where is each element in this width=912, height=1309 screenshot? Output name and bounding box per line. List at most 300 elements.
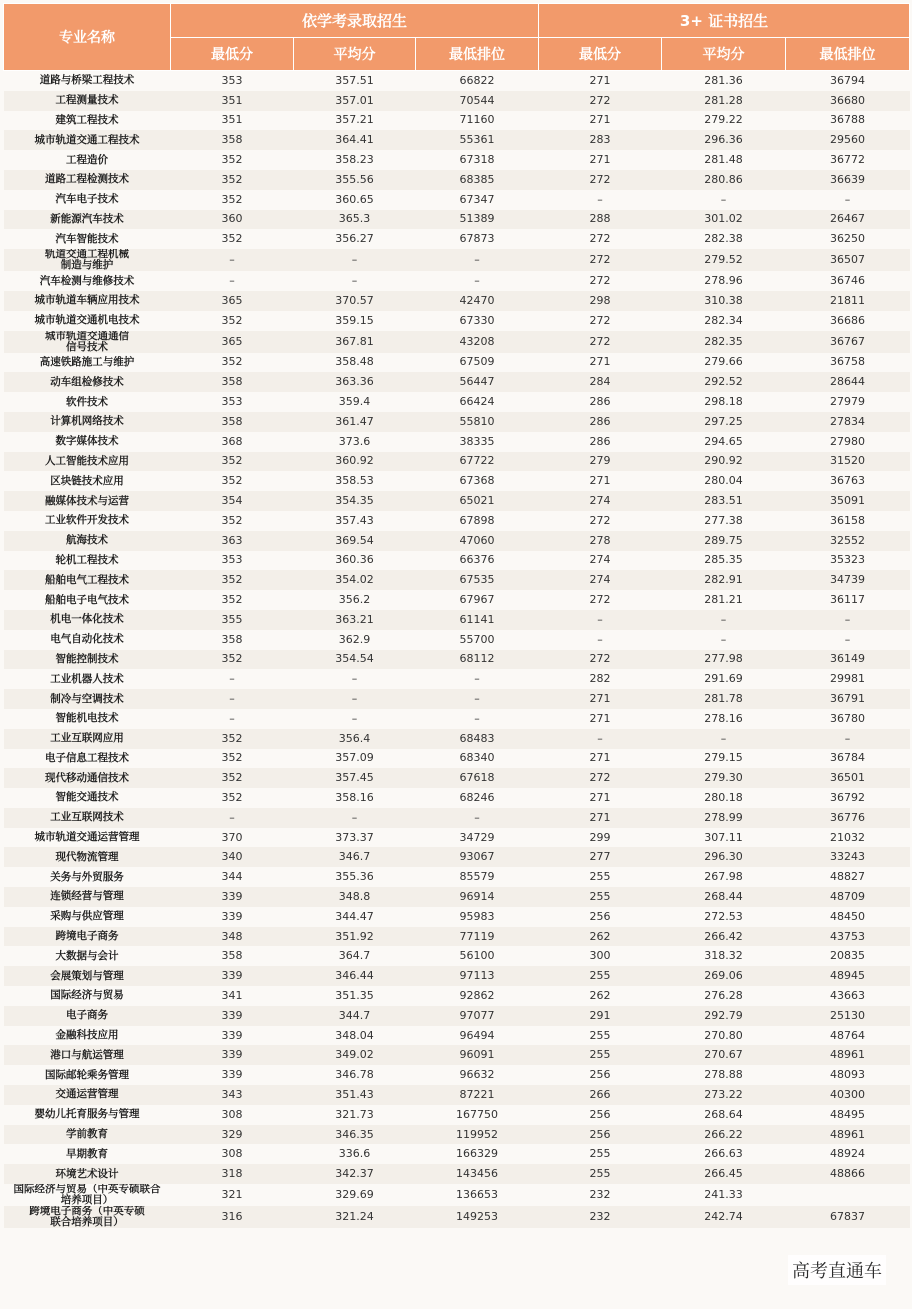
xuekao-min-rank-cell: 65021 (416, 491, 539, 511)
major-name-cell: 城市轨道交通工程技术 (4, 130, 171, 150)
major-name-cell: 电子商务 (4, 1006, 171, 1026)
cert-avg-score-cell: 266.45 (662, 1164, 786, 1184)
cert-avg-score-cell: 280.04 (704, 474, 743, 488)
xuekao-avg-score-cell: 369.54 (294, 531, 416, 551)
xuekao-avg-score-cell: 357.01 (294, 91, 416, 111)
xuekao-min-rank-cell: 56447 (416, 372, 539, 392)
xuekao-min-rank-cell: 66822 (459, 73, 495, 87)
cert-avg-score-cell: 281.21 (704, 593, 743, 607)
cert-min-rank-cell: 43663 (830, 988, 866, 1002)
cert-avg-score-cell: 277.38 (704, 513, 743, 527)
major-name-cell: 轨道交通工程机械 制造与维护 (4, 249, 171, 271)
table-row (4, 808, 910, 828)
cert-avg-score-cell: 298.18 (704, 395, 743, 409)
cert-min-score-cell: 272 (539, 650, 662, 670)
cert-avg-score-cell: 276.28 (704, 988, 743, 1002)
table-row (4, 630, 910, 650)
xuekao-avg-score-cell: 346.78 (335, 1068, 374, 1082)
table-row (4, 847, 910, 867)
major-name-cell: 环境艺术设计 (4, 1164, 171, 1184)
cert-avg-score-cell: 268.44 (662, 887, 786, 907)
cert-avg-score-cell: 278.16 (704, 711, 743, 725)
cert-min-rank-cell: 31520 (786, 452, 910, 472)
cert-avg-score-cell: 282.38 (704, 232, 743, 246)
major-name-cell: 国际邮轮乘务管理 (45, 1068, 129, 1081)
table-row (4, 531, 910, 551)
cert-avg-score-cell: 291.69 (704, 672, 743, 686)
cert-avg-score-cell: 279.22 (704, 113, 743, 127)
cert-min-score-cell: 256 (589, 909, 611, 923)
cert-avg-score-cell: 296.36 (662, 130, 786, 150)
cert-min-rank-cell: 36772 (830, 153, 866, 167)
table-row (4, 1144, 910, 1164)
xuekao-min-score-cell: 368 (221, 434, 243, 448)
xuekao-min-score-cell: 352 (221, 790, 243, 804)
cert-min-score-cell: 272 (589, 274, 611, 288)
xuekao-avg-score-cell: 348.04 (335, 1028, 374, 1042)
cert-min-rank-cell: 36776 (786, 808, 910, 828)
table-row (4, 511, 910, 531)
cert-min-score-cell: 279 (539, 452, 662, 472)
cert-min-rank-cell: – (844, 192, 851, 206)
xuekao-avg-score-cell: 360.92 (294, 452, 416, 472)
cert-min-score-cell: – (539, 729, 662, 749)
xuekao-min-rank-cell: 67873 (459, 232, 495, 246)
cert-min-score-cell: 286 (539, 412, 662, 432)
cert-avg-score-cell: 270.80 (704, 1028, 743, 1042)
cert-min-score-cell: 282 (589, 672, 611, 686)
table-row (4, 291, 910, 311)
major-name-cell: 现代物流管理 (4, 847, 171, 867)
xuekao-min-score-cell: – (171, 689, 294, 709)
xuekao-min-rank-cell: 166329 (456, 1147, 499, 1161)
cert-min-score-cell: 272 (539, 249, 662, 271)
table-row (4, 1065, 910, 1085)
table-row (4, 452, 910, 472)
cert-min-rank-cell: 48924 (830, 1147, 866, 1161)
cert-min-rank-cell: 48945 (786, 966, 910, 986)
xuekao-avg-score-cell: 359.15 (335, 313, 374, 327)
xuekao-avg-score-cell: 364.41 (294, 130, 416, 150)
cert-avg-score-cell: 282.34 (704, 313, 743, 327)
table-row (4, 927, 910, 947)
xuekao-min-rank-cell: 93067 (416, 847, 539, 867)
cert-min-score-cell: 271 (589, 751, 611, 765)
cert-avg-score-cell: 318.32 (704, 949, 743, 963)
xuekao-min-score-cell: 358 (171, 412, 294, 432)
xuekao-min-score-cell: 344 (221, 870, 243, 884)
cert-min-rank-cell: 48827 (830, 870, 866, 884)
xuekao-min-rank-cell: 42470 (416, 291, 539, 311)
xuekao-min-score-cell: 353 (221, 395, 243, 409)
xuekao-min-score-cell: 365 (171, 291, 294, 311)
table-row (4, 311, 910, 331)
cert-avg-score-cell: 272.53 (704, 909, 743, 923)
xuekao-min-score-cell: 352 (171, 452, 294, 472)
cert-min-score-cell: 288 (539, 210, 662, 230)
xuekao-avg-score-cell: 346.44 (294, 966, 416, 986)
table-row (4, 650, 910, 670)
cert-min-score-cell: 232 (589, 1188, 611, 1202)
table-row (4, 1206, 910, 1228)
cert-min-score-cell: 298 (539, 291, 662, 311)
xuekao-min-rank-cell: 77119 (416, 927, 539, 947)
cert-min-score-cell: 262 (589, 988, 611, 1002)
xuekao-min-score-cell: 352 (221, 355, 243, 369)
table-row (4, 111, 910, 131)
cert-avg-score-cell: 282.91 (662, 570, 786, 590)
xuekao-avg-score-cell: 357.45 (294, 768, 416, 788)
major-name-cell: 道路与桥梁工程技术 (39, 74, 135, 87)
table-row (4, 1045, 910, 1065)
cert-avg-score-cell: 279.15 (704, 751, 743, 765)
major-name-cell: 工程测量技术 (4, 91, 171, 111)
xuekao-min-score-cell: 339 (221, 909, 243, 923)
cert-avg-score-cell: 267.98 (704, 870, 743, 884)
xuekao-avg-score-cell: 351.43 (294, 1085, 416, 1105)
major-name-cell: 智能交通技术 (55, 791, 119, 804)
header-min-score: 最低分 (171, 38, 294, 71)
cert-min-rank-cell: – (786, 729, 910, 749)
table-row (4, 71, 910, 91)
table-row (4, 190, 910, 210)
cert-min-score-cell: 283 (539, 130, 662, 150)
cert-min-rank-cell: 36788 (830, 113, 866, 127)
major-name-cell: 金融科技应用 (55, 1029, 119, 1042)
cert-avg-score-cell: 289.75 (662, 531, 786, 551)
xuekao-min-score-cell: 353 (221, 553, 243, 567)
cert-min-rank-cell: 48495 (830, 1107, 866, 1121)
xuekao-avg-score-cell: 321.73 (335, 1107, 374, 1121)
xuekao-min-score-cell: 352 (221, 192, 243, 206)
table-row (4, 1085, 910, 1105)
xuekao-min-score-cell: 343 (171, 1085, 294, 1105)
major-name-cell: 跨境电子商务 (4, 927, 171, 947)
cert-min-score-cell: 284 (539, 372, 662, 392)
table-row (4, 353, 910, 373)
xuekao-avg-score-cell: 354.02 (294, 570, 416, 590)
xuekao-min-rank-cell: 136653 (456, 1188, 499, 1202)
cert-min-rank-cell: 48450 (830, 909, 866, 923)
cert-min-rank-cell: 36792 (830, 790, 866, 804)
major-name-cell: 航海技术 (4, 531, 171, 551)
xuekao-avg-score-cell: 329.69 (335, 1188, 374, 1202)
cert-avg-score-cell: 270.67 (662, 1045, 786, 1065)
xuekao-avg-score-cell: 363.36 (294, 372, 416, 392)
xuekao-min-score-cell: 360 (171, 210, 294, 230)
cert-avg-score-cell: 281.36 (704, 73, 743, 87)
cert-min-rank-cell: 36158 (830, 513, 866, 527)
table-row (4, 150, 910, 170)
xuekao-avg-score-cell: – (351, 711, 358, 725)
xuekao-min-rank-cell: 96494 (459, 1028, 495, 1042)
watermark: 高考直通车 (788, 1255, 886, 1285)
table-row (4, 669, 910, 689)
cert-avg-score-cell: 310.38 (662, 291, 786, 311)
major-name-cell: 汽车检测与维修技术 (39, 274, 135, 287)
cert-min-rank-cell: 48764 (830, 1028, 866, 1042)
major-name-cell: 早期教育 (66, 1147, 108, 1160)
xuekao-min-rank-cell: 55361 (416, 130, 539, 150)
cert-avg-score-cell: 269.06 (662, 966, 786, 986)
major-name-cell: 港口与航运管理 (4, 1045, 171, 1065)
xuekao-min-score-cell: 318 (171, 1164, 294, 1184)
cert-min-rank-cell: 27834 (786, 412, 910, 432)
cert-avg-score-cell: 266.42 (662, 927, 786, 947)
major-name-cell: 高速铁路施工与维护 (39, 355, 135, 368)
xuekao-min-rank-cell: 55700 (459, 632, 495, 646)
xuekao-min-score-cell: 352 (221, 474, 243, 488)
cert-avg-score-cell: 285.35 (704, 553, 743, 567)
cert-min-score-cell: 272 (539, 170, 662, 190)
cert-min-rank-cell: 36791 (786, 689, 910, 709)
xuekao-min-score-cell: 308 (221, 1147, 243, 1161)
xuekao-min-rank-cell: 92862 (459, 988, 495, 1002)
xuekao-avg-score-cell: 357.43 (335, 513, 374, 527)
xuekao-min-rank-cell: 67967 (459, 593, 495, 607)
table-row (4, 887, 910, 907)
cert-avg-score-cell: 281.28 (662, 91, 786, 111)
cert-avg-score-cell: 278.96 (704, 274, 743, 288)
cert-min-score-cell: – (539, 610, 662, 630)
xuekao-min-rank-cell: 95983 (459, 909, 495, 923)
table-row (4, 91, 910, 111)
table-row (4, 1164, 910, 1184)
cert-min-score-cell: 278 (539, 531, 662, 551)
cert-min-score-cell: 232 (539, 1206, 662, 1228)
xuekao-avg-score-cell: 358.48 (335, 355, 374, 369)
xuekao-avg-score-cell: 361.47 (294, 412, 416, 432)
cert-min-score-cell: 274 (539, 491, 662, 511)
table-row (4, 432, 910, 452)
xuekao-avg-score-cell: 373.6 (338, 434, 371, 448)
xuekao-min-rank-cell: 67318 (459, 153, 495, 167)
xuekao-min-rank-cell: 143456 (416, 1164, 539, 1184)
major-name-cell: 船舶电气工程技术 (4, 570, 171, 590)
xuekao-avg-score-cell: 346.35 (294, 1125, 416, 1145)
cert-min-rank-cell: 21811 (786, 291, 910, 311)
major-name-cell: 会展策划与管理 (4, 966, 171, 986)
xuekao-min-rank-cell: 87221 (416, 1085, 539, 1105)
xuekao-min-rank-cell: 55810 (416, 412, 539, 432)
xuekao-avg-score-cell: 367.81 (294, 331, 416, 353)
major-name-cell: 建筑工程技术 (55, 113, 119, 126)
xuekao-min-score-cell: 355 (171, 610, 294, 630)
xuekao-avg-score-cell: – (294, 249, 416, 271)
xuekao-min-rank-cell: 67368 (459, 474, 495, 488)
cert-min-score-cell: 299 (589, 830, 611, 844)
xuekao-min-score-cell: 354 (171, 491, 294, 511)
cert-min-rank-cell: 27979 (830, 395, 866, 409)
xuekao-avg-score-cell: 362.9 (338, 632, 371, 646)
xuekao-min-score-cell: 339 (221, 1028, 243, 1042)
header-group-xuekao: 依学考录取招生 (171, 4, 539, 38)
table-row (4, 590, 910, 610)
xuekao-avg-score-cell: 356.27 (335, 232, 374, 246)
major-name-cell: 城市轨道交通机电技术 (34, 314, 140, 327)
cert-min-score-cell: 255 (539, 1164, 662, 1184)
cert-min-rank-cell: 48961 (786, 1125, 910, 1145)
xuekao-min-score-cell: 339 (171, 1045, 294, 1065)
xuekao-min-rank-cell: 61141 (416, 610, 539, 630)
table-row (4, 966, 910, 986)
xuekao-min-score-cell: – (229, 274, 235, 288)
major-name-cell: 智能机电技术 (55, 712, 119, 725)
major-name-cell: 轮机工程技术 (55, 553, 119, 566)
cert-min-rank-cell: 36250 (830, 232, 866, 246)
xuekao-avg-score-cell: 321.24 (294, 1206, 416, 1228)
table-row (4, 170, 910, 190)
xuekao-min-rank-cell: 167750 (456, 1107, 499, 1121)
major-name-cell: 数字媒体技术 (55, 435, 119, 448)
cert-avg-score-cell: 281.48 (704, 153, 743, 167)
xuekao-avg-score-cell: 358.23 (335, 153, 374, 167)
table-row (4, 768, 910, 788)
cert-min-rank-cell: 36784 (830, 751, 866, 765)
cert-min-rank-cell: 36794 (830, 73, 866, 87)
cert-avg-score-cell: 268.64 (704, 1107, 743, 1121)
major-name-cell: 工程造价 (66, 153, 108, 166)
cert-min-rank-cell: 36686 (830, 313, 866, 327)
table-row (4, 471, 910, 491)
cert-min-rank-cell: 34739 (786, 570, 910, 590)
cert-min-rank-cell: 20835 (830, 949, 866, 963)
cert-min-score-cell: 256 (589, 1068, 611, 1082)
xuekao-min-rank-cell: – (474, 274, 480, 288)
cert-avg-score-cell: 273.22 (662, 1085, 786, 1105)
xuekao-min-rank-cell: 68483 (416, 729, 539, 749)
xuekao-min-score-cell: 316 (171, 1206, 294, 1228)
cert-min-score-cell: 300 (589, 949, 611, 963)
xuekao-min-score-cell: 351 (171, 91, 294, 111)
header-min-rank: 最低排位 (416, 38, 539, 71)
major-name-cell: 船舶电子电气技术 (45, 593, 129, 606)
xuekao-avg-score-cell: 370.57 (294, 291, 416, 311)
cert-avg-score-cell: 294.65 (704, 434, 743, 448)
xuekao-avg-score-cell: 358.16 (335, 790, 374, 804)
xuekao-avg-score-cell: – (294, 689, 416, 709)
xuekao-min-score-cell: 351 (221, 113, 243, 127)
cert-min-score-cell: 271 (589, 711, 611, 725)
cert-avg-score-cell: 266.22 (662, 1125, 786, 1145)
major-name-cell: 新能源汽车技术 (4, 210, 171, 230)
cert-min-score-cell: 255 (589, 870, 611, 884)
table-row (4, 551, 910, 571)
cert-min-rank-cell: 35091 (786, 491, 910, 511)
major-name-cell: 城市轨道车辆应用技术 (4, 291, 171, 311)
xuekao-min-score-cell: 339 (171, 1006, 294, 1026)
major-name-cell: 关务与外贸服务 (50, 870, 124, 883)
cert-min-score-cell: 271 (589, 113, 611, 127)
xuekao-avg-score-cell: 364.7 (338, 949, 371, 963)
major-name-cell: 融媒体技术与运营 (4, 491, 171, 511)
cert-min-rank-cell: 36501 (786, 768, 910, 788)
xuekao-avg-score-cell: 360.65 (335, 192, 374, 206)
cert-min-rank-cell: 32552 (786, 531, 910, 551)
cert-min-rank-cell: 33243 (786, 847, 910, 867)
cert-avg-score-cell: 279.66 (704, 355, 743, 369)
xuekao-min-score-cell: 321 (221, 1188, 243, 1202)
table-row (4, 986, 910, 1006)
cert-avg-score-cell: 277.98 (662, 650, 786, 670)
table-row (4, 788, 910, 808)
xuekao-min-rank-cell: 68340 (459, 751, 495, 765)
table-row (4, 1026, 910, 1046)
cert-avg-score-cell: 241.33 (704, 1188, 743, 1202)
xuekao-avg-score-cell: 336.6 (338, 1147, 371, 1161)
xuekao-min-rank-cell: 68112 (416, 650, 539, 670)
xuekao-min-rank-cell: 43208 (416, 331, 539, 353)
xuekao-min-score-cell: 352 (221, 593, 243, 607)
xuekao-min-rank-cell: 96091 (416, 1045, 539, 1065)
xuekao-avg-score-cell: 355.56 (294, 170, 416, 190)
table-row (4, 1125, 910, 1145)
xuekao-avg-score-cell: 357.09 (335, 751, 374, 765)
header-group-certificate: 3+ 证书招生 (539, 4, 910, 38)
xuekao-avg-score-cell: 356.2 (338, 593, 371, 607)
major-name-cell: 学前教育 (4, 1125, 171, 1145)
major-name-cell: 区块链技术应用 (50, 474, 124, 487)
xuekao-min-score-cell: 352 (171, 570, 294, 590)
cert-min-rank-cell: 25130 (786, 1006, 910, 1026)
xuekao-min-score-cell: – (229, 672, 235, 686)
cert-avg-score-cell: – (662, 610, 786, 630)
table-row (4, 249, 910, 271)
xuekao-avg-score-cell: 356.4 (294, 729, 416, 749)
xuekao-avg-score-cell: 360.36 (335, 553, 374, 567)
cert-min-score-cell: 256 (589, 1107, 611, 1121)
cert-avg-score-cell: 292.52 (662, 372, 786, 392)
xuekao-avg-score-cell: 365.3 (294, 210, 416, 230)
major-name-cell: 国际经济与贸易 (50, 989, 124, 1002)
xuekao-min-score-cell: 352 (171, 170, 294, 190)
cert-min-score-cell: 274 (589, 553, 611, 567)
cert-min-score-cell: 255 (539, 966, 662, 986)
xuekao-min-score-cell: 352 (221, 232, 243, 246)
major-name-cell: 工业软件开发技术 (45, 514, 129, 527)
cert-min-score-cell: 272 (539, 91, 662, 111)
major-name-cell: 机电一体化技术 (4, 610, 171, 630)
table-row (4, 1006, 910, 1026)
xuekao-min-score-cell: 339 (221, 1068, 243, 1082)
xuekao-min-score-cell: – (229, 711, 235, 725)
xuekao-min-rank-cell: – (416, 249, 539, 271)
xuekao-avg-score-cell: 348.8 (294, 887, 416, 907)
table-row (4, 491, 910, 511)
cert-min-rank-cell: 29981 (830, 672, 866, 686)
major-name-cell: 汽车电子技术 (55, 193, 119, 206)
cert-min-rank-cell: 36780 (830, 711, 866, 725)
cert-min-score-cell: 262 (539, 927, 662, 947)
table-row (4, 570, 910, 590)
cert-avg-score-cell: 307.11 (704, 830, 743, 844)
xuekao-min-score-cell: 352 (221, 751, 243, 765)
table-row (4, 610, 910, 630)
major-name-cell: 电气自动化技术 (50, 633, 124, 646)
cert-min-rank-cell: – (844, 632, 851, 646)
cert-min-score-cell: 271 (539, 808, 662, 828)
xuekao-avg-score-cell: 346.7 (294, 847, 416, 867)
major-name-cell: 电子信息工程技术 (45, 751, 129, 764)
xuekao-min-rank-cell: 85579 (459, 870, 495, 884)
header-avg-score: 平均分 (294, 38, 416, 71)
cert-min-score-cell: 271 (589, 790, 611, 804)
major-name-cell: 人工智能技术应用 (4, 452, 171, 472)
xuekao-min-rank-cell: 96632 (459, 1068, 495, 1082)
header-min-score: 最低分 (539, 38, 662, 71)
major-name-cell: 汽车智能技术 (55, 232, 119, 245)
major-name-cell: 计算机网络技术 (4, 412, 171, 432)
